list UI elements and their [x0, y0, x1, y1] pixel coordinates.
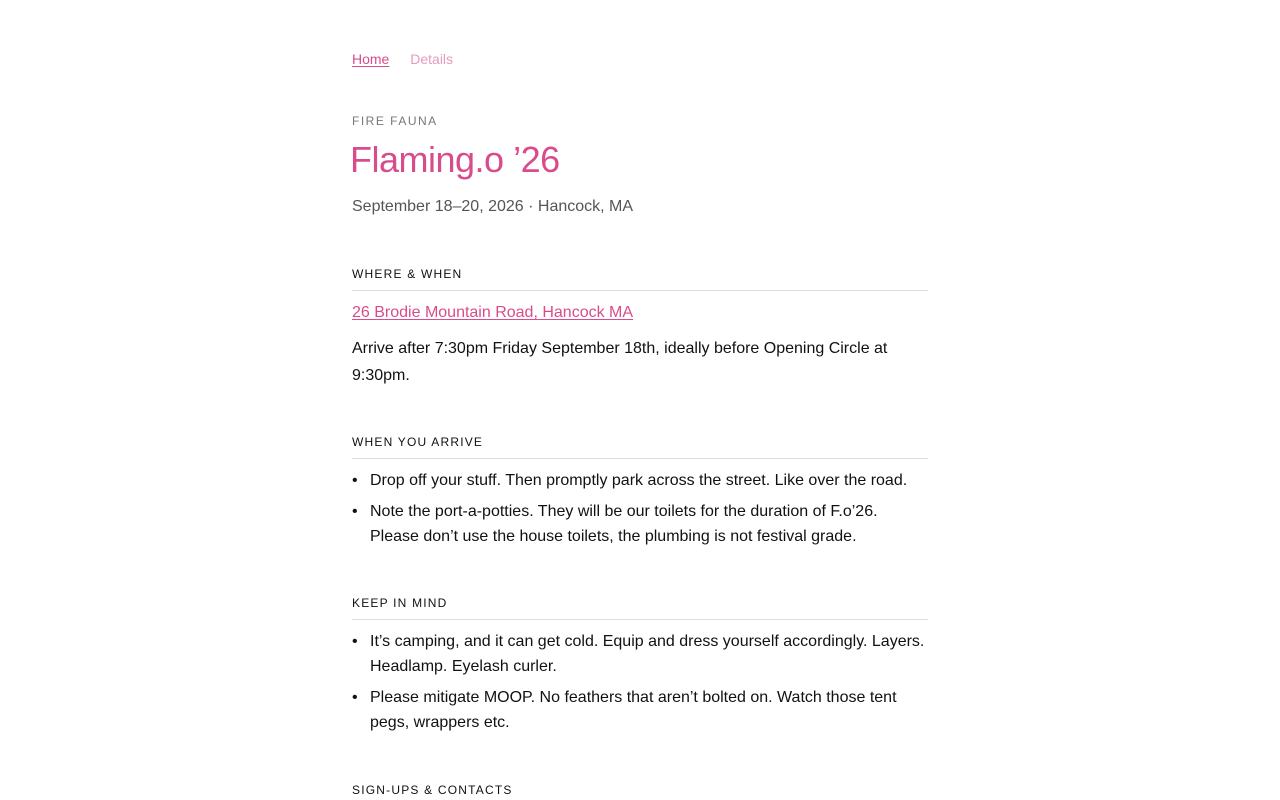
section-sign-ups-and-contacts: [352, 782, 928, 800]
list-item-text: Please mitigate MOOP. No feathers that aren’t bolted on. Watch those tent pegs, wrappers etc.: [370, 689, 897, 731]
breadcrumb-current: Details: [410, 51, 454, 67]
list-item: [352, 468, 928, 493]
bullet-icon: •: [352, 503, 358, 520]
list-item: [352, 685, 928, 735]
list-item-text: Drop off your stuff. Then promptly park across the street. Like over the road.: [370, 472, 908, 489]
page-title: Flaming.o ’26: [350, 139, 560, 180]
section-heading: KEEP IN MIND: [352, 595, 928, 620]
address-link[interactable]: 26 Brodie Mountain Road, Hancock MA: [352, 304, 634, 321]
section-when-you-arrive: [352, 434, 928, 549]
arrival-list: [352, 468, 928, 549]
list-item-text: Note the port-a-potties. They will be our toilets for the duration of F.o’26. Please don’t use the house toilets, the plumbing is not festival grade.: [370, 503, 878, 545]
breadcrumb-home-link[interactable]: Home: [352, 51, 390, 67]
section-heading: WHEN YOU ARRIVE: [352, 434, 928, 459]
section-heading: WHERE & WHEN: [352, 266, 928, 291]
list-item: [352, 629, 928, 679]
section-heading: SIGN-UPS & CONTACTS: [352, 783, 513, 797]
bullet-icon: •: [352, 689, 358, 706]
breadcrumb: [352, 50, 453, 68]
section-where-and-when: [352, 266, 928, 389]
event-eyebrow: FIRE FAUNA: [352, 114, 438, 128]
reminder-list: [352, 629, 928, 735]
bullet-icon: •: [352, 633, 358, 650]
bullet-icon: •: [352, 472, 358, 489]
list-item: [352, 499, 928, 549]
arrival-info: Arrive after 7:30pm Friday September 18th, ideally before Opening Circle at 9:30pm.: [352, 340, 888, 384]
section-keep-in-mind: [352, 595, 928, 735]
event-subtitle: September 18–20, 2026 · Hancock, MA: [352, 198, 634, 215]
list-item-text: It’s camping, and it can get cold. Equip and dress yourself accordingly. Layers. Headlamp. Eyelash curler.: [370, 633, 925, 675]
